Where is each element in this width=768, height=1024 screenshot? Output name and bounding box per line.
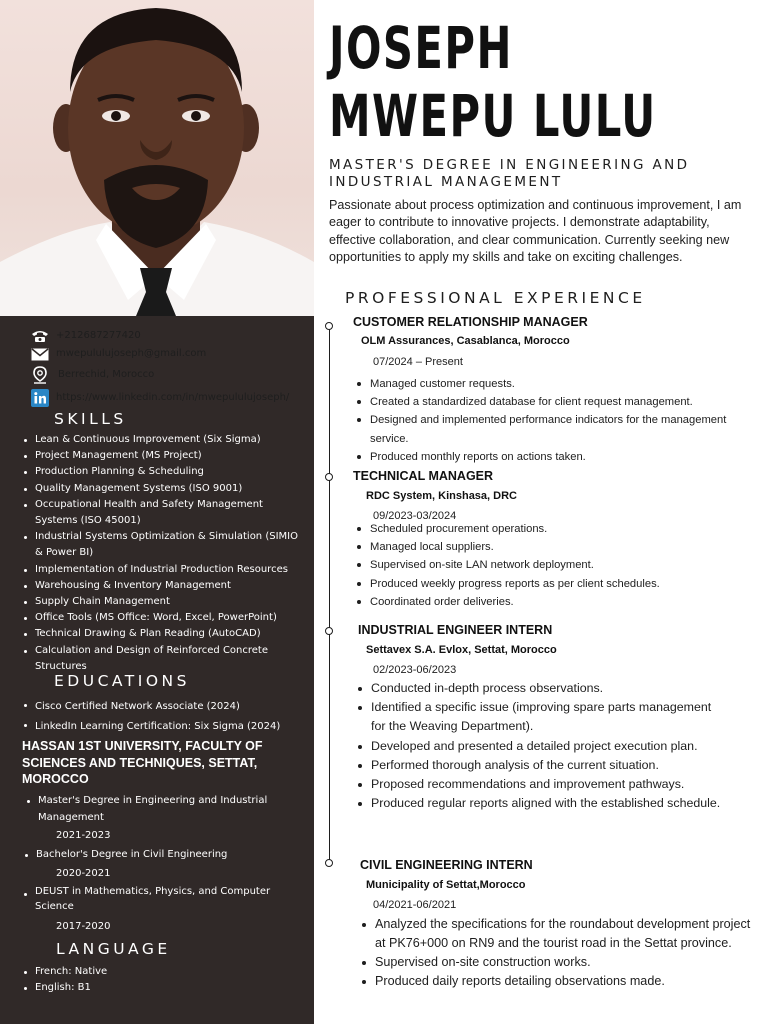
profile-photo xyxy=(0,0,314,316)
degree-years: 2020-2021 xyxy=(56,868,111,879)
skill-item: Technical Drawing & Plan Reading (AutoCAD) xyxy=(23,626,308,642)
skills-heading: SKILLS xyxy=(54,410,127,428)
degree-years: 2017-2020 xyxy=(56,921,111,932)
contact-linkedin xyxy=(30,389,289,407)
contact-email xyxy=(30,345,206,363)
degree-item: Master's Degree in Engineering and Industrial Management xyxy=(26,792,300,826)
educations-heading: EDUCATIONS xyxy=(54,672,190,690)
job-dates: 04/2021-06/2021 xyxy=(373,899,457,911)
timeline-dot xyxy=(325,859,333,867)
job-bullet: Supervised on-site LAN network deployment. xyxy=(355,556,755,574)
job-title: CIVIL ENGINEERING INTERN xyxy=(360,858,533,872)
language-heading: LANGUAGE xyxy=(56,940,171,958)
phone-icon xyxy=(30,327,50,345)
job-bullet: Performed thorough analysis of the current situation. xyxy=(356,756,726,775)
first-name: JOSEPH xyxy=(329,14,513,82)
job-bullets xyxy=(355,520,755,611)
job-bullet: Produced monthly reports on actions taken. xyxy=(355,448,755,466)
job-company: Municipality of Settat,Morocco xyxy=(366,879,526,891)
certification-item: Cisco Certified Network Associate (2024) xyxy=(23,697,308,717)
certification-item: LinkedIn Learning Certification: Six Sigma (2024) xyxy=(23,717,308,737)
timeline-dot xyxy=(325,322,333,330)
experience-heading: PROFESSIONAL EXPERIENCE xyxy=(345,289,646,307)
language-item: French: Native xyxy=(23,964,308,980)
degree-years: 2021-2023 xyxy=(56,830,111,841)
job-bullet: Produced daily reports detailing observations made. xyxy=(360,972,755,991)
contact-phone xyxy=(30,327,141,345)
skills-list xyxy=(23,432,308,675)
job-bullet: Proposed recommendations and improvement pathways. xyxy=(356,775,726,794)
job-bullet: Coordinated order deliveries. xyxy=(355,593,755,611)
skill-item: Occupational Health and Safety Management Systems (ISO 45001) xyxy=(23,497,308,529)
job-title: CUSTOMER RELATIONSHIP MANAGER xyxy=(353,315,588,329)
languages-list xyxy=(23,964,308,996)
location-text: Berrechid, Morocco xyxy=(58,369,155,380)
skill-item: Production Planning & Scheduling xyxy=(23,464,308,480)
job-bullets xyxy=(360,915,755,991)
phone-text[interactable]: +212687277420 xyxy=(56,330,141,341)
job-bullet: Developed and presented a detailed project execution plan. xyxy=(356,737,726,756)
job-bullet: Identified a specific issue (improving spare parts management for the Weaving Department). xyxy=(356,698,726,736)
job-bullets xyxy=(356,679,726,813)
job-bullet: Analyzed the specifications for the roundabout development project at PK76+000 on RN9 and the tourist road in the Settat province. xyxy=(360,915,755,953)
job-title: INDUSTRIAL ENGINEER INTERN xyxy=(358,623,553,637)
timeline-line xyxy=(329,326,330,866)
job-bullet: Designed and implemented performance indicators for the management service. xyxy=(355,411,755,447)
skill-item: Warehousing & Inventory Management xyxy=(23,578,308,594)
skill-item: Calculation and Design of Reinforced Concrete Structures xyxy=(23,643,308,675)
job-bullet: Produced regular reports aligned with the established schedule. xyxy=(356,794,726,813)
job-bullets xyxy=(355,375,755,466)
skill-item: Lean & Continuous Improvement (Six Sigma) xyxy=(23,432,308,448)
timeline-dot xyxy=(325,627,333,635)
email-icon xyxy=(30,345,50,363)
job-bullet: Produced weekly progress reports as per client schedules. xyxy=(355,575,755,593)
skill-item: Industrial Systems Optimization & Simulation (SIMIO & Power BI) xyxy=(23,529,308,561)
job-bullet: Conducted in-depth process observations. xyxy=(356,679,726,698)
degree-title: MASTER'S DEGREE IN ENGINEERING AND INDUSTRIAL MANAGEMENT xyxy=(329,157,690,190)
job-bullet: Managed customer requests. xyxy=(355,375,755,393)
university-name: HASSAN 1ST UNIVERSITY, FACULTY OF SCIENCES AND TECHNIQUES, SETTAT, MOROCCO xyxy=(22,739,263,786)
contact-location xyxy=(30,366,154,384)
job-company: OLM Assurances, Casablanca, Morocco xyxy=(361,335,570,347)
language-item: English: B1 xyxy=(23,980,308,996)
skill-item: Office Tools (MS Office: Word, Excel, PowerPoint) xyxy=(23,610,308,626)
linkedin-icon xyxy=(30,389,50,407)
job-company: RDC System, Kinshasa, DRC xyxy=(366,490,517,502)
job-bullet: Scheduled procurement operations. xyxy=(355,520,755,538)
email-text[interactable]: mwepululujoseph@gmail.com xyxy=(56,348,207,359)
skill-item: Supply Chain Management xyxy=(23,594,308,610)
job-bullet: Managed local suppliers. xyxy=(355,538,755,556)
degree-item: DEUST in Mathematics, Physics, and Computer Science xyxy=(23,885,297,914)
skill-item: Quality Management Systems (ISO 9001) xyxy=(23,481,308,497)
profile-summary: Passionate about process optimization and continuous improvement, I am eager to contribute to innovative projects. I demonstrate adaptability, effective collaboration, and clear communication. Currently seeking new opportunities to apply my skills and take on exciting challenges. xyxy=(329,198,742,264)
job-bullet: Created a standardized database for client request management. xyxy=(355,393,755,411)
certifications-list xyxy=(23,697,308,737)
job-dates: 02/2023-06/2023 xyxy=(373,664,457,676)
timeline-dot xyxy=(325,473,333,481)
last-name: MWEPU LULU xyxy=(329,82,657,150)
linkedin-text[interactable]: https://www.linkedin.com/in/mwepululujoseph/ xyxy=(56,392,290,403)
skill-item: Project Management (MS Project) xyxy=(23,448,308,464)
degree-item: Bachelor's Degree in Civil Engineering xyxy=(24,846,298,863)
skill-item: Implementation of Industrial Production Resources xyxy=(23,562,308,578)
job-bullet: Supervised on-site construction works. xyxy=(360,953,755,972)
job-dates: 09/2023-03/2024 xyxy=(373,510,457,522)
job-dates: 07/2024 – Present xyxy=(373,356,463,368)
location-pin-icon xyxy=(30,366,50,384)
job-title: TECHNICAL MANAGER xyxy=(353,469,494,483)
job-company: Settavex S.A. Evlox, Settat, Morocco xyxy=(366,644,557,656)
